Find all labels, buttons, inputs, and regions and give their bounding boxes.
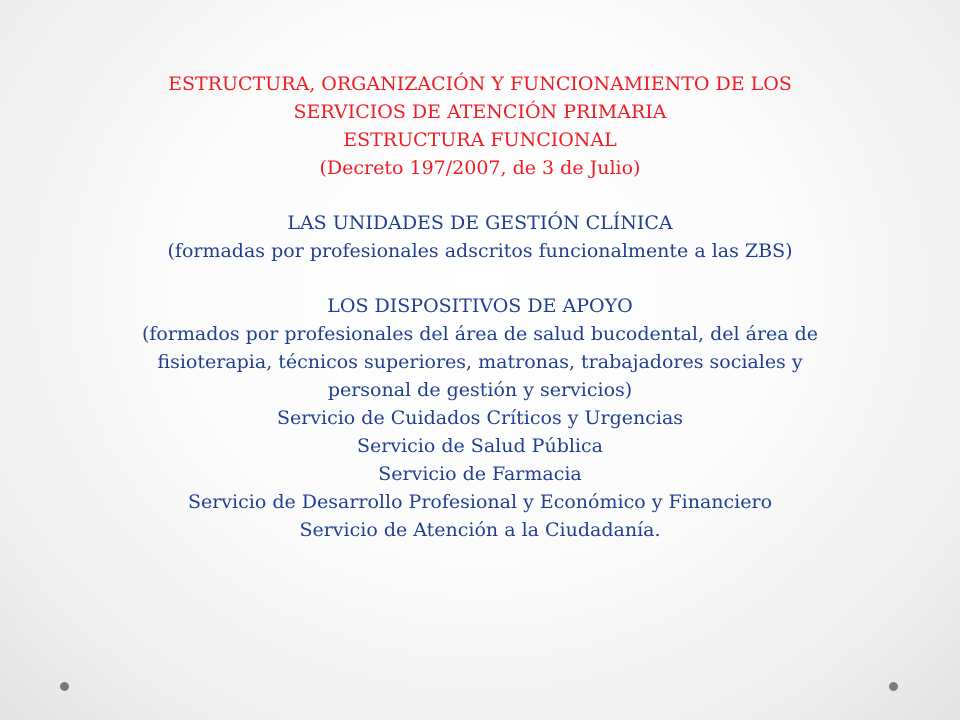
unidades-description: (formadas por profesionales adscritos funcionalmente a las ZBS) <box>167 240 793 262</box>
heading-decree: (Decreto 197/2007, de 3 de Julio) <box>319 157 641 179</box>
heading-line-3: ESTRUCTURA FUNCIONAL <box>343 129 617 151</box>
dispositivos-description-line: (formados por profesionales del área de salud bucodental, del área de <box>141 323 819 345</box>
bottom-right-dot-icon <box>889 682 898 691</box>
heading-line-2: SERVICIOS DE ATENCIÓN PRIMARIA <box>293 101 667 123</box>
service-item: Servicio de Salud Pública <box>357 435 603 457</box>
bottom-left-dot-icon <box>60 682 69 691</box>
dispositivos-description-line: fisioterapia, técnicos superiores, matronas, trabajadores sociales y <box>157 351 803 373</box>
spacer <box>60 265 900 292</box>
heading-line-1: ESTRUCTURA, ORGANIZACIÓN Y FUNCIONAMIENTO DE LOS <box>168 73 792 95</box>
service-item: Servicio de Desarrollo Profesional y Económico y Financiero <box>187 491 773 513</box>
dispositivos-title: LOS DISPOSITIVOS DE APOYO <box>327 295 633 317</box>
service-item: Servicio de Cuidados Críticos y Urgencias <box>276 407 684 429</box>
service-item: Servicio de Atención a la Ciudadanía. <box>299 519 661 541</box>
slide-content <box>60 70 900 544</box>
unidades-title: LAS UNIDADES DE GESTIÓN CLÍNICA <box>287 212 673 234</box>
service-item: Servicio de Farmacia <box>378 463 582 485</box>
spacer <box>60 182 900 209</box>
dispositivos-description-line: personal de gestión y servicios) <box>327 379 633 401</box>
